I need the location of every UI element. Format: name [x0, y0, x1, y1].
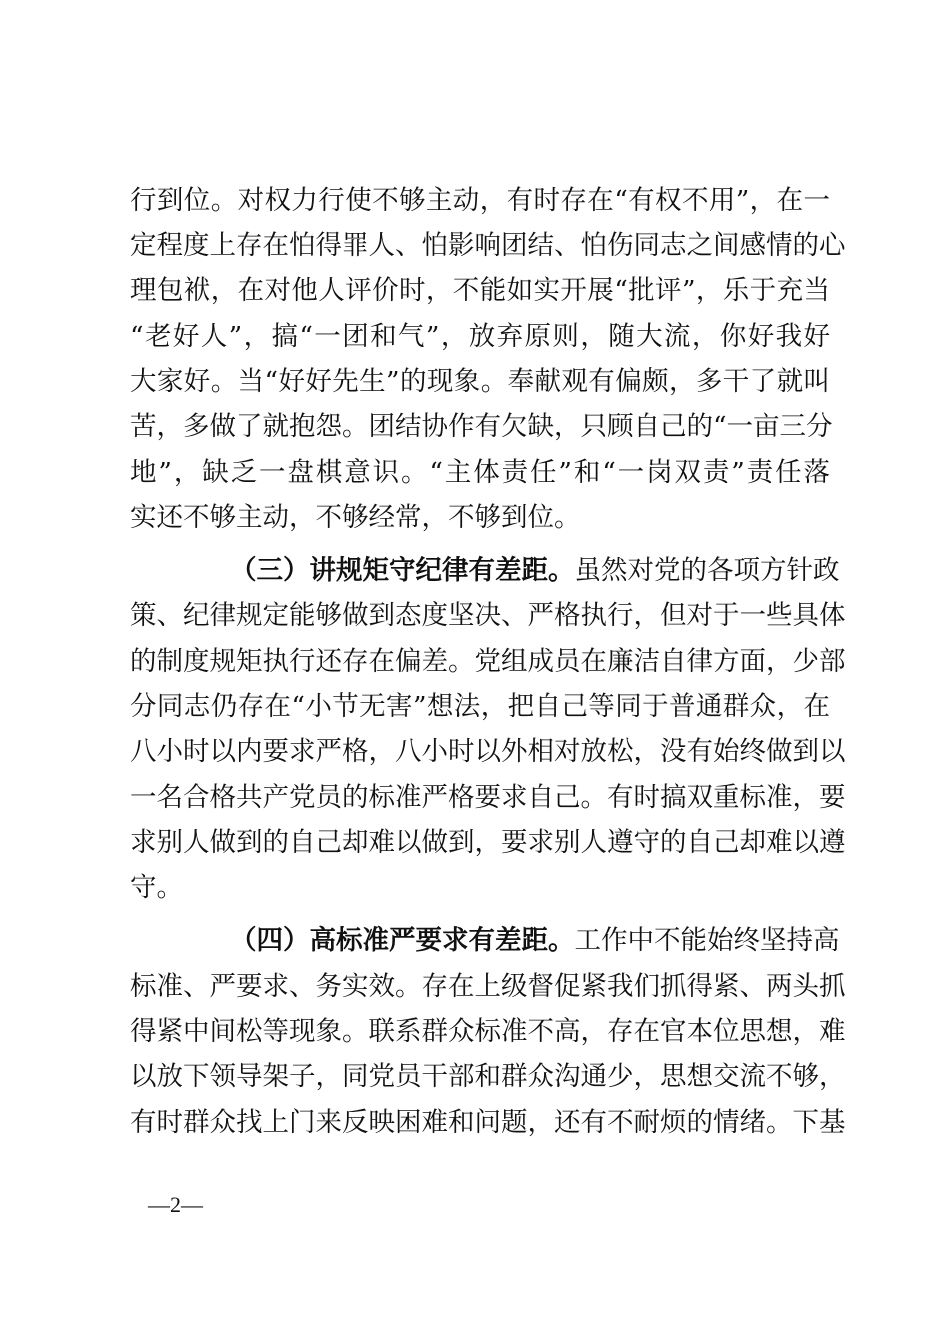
paragraph-line: 行到位。对权力行使不够主动，有时存在“有权不用”，在一	[130, 185, 830, 216]
paragraph-line: 有时群众找上门来反映困难和问题，还有不耐烦的情绪。下基	[130, 1107, 846, 1138]
paragraph-line: 一名合格共产党员的标准严格要求自己。有时搞双重标准，要	[130, 782, 846, 813]
paragraph-line: 守。	[130, 872, 183, 903]
paragraph-line: 求别人做到的自己却难以做到，要求别人遵守的自己却难以遵	[130, 827, 846, 858]
paragraph-line: 大家好。当“好好先生”的现象。奉献观有偏颇，多干了就叫	[130, 366, 830, 397]
paragraph-line: 定程度上存在怕得罪人、怕影响团结、怕伤同志之间感情的心	[130, 230, 846, 261]
section-4-first-line	[230, 921, 840, 961]
paragraph-line: 苦，多做了就抱怨。团结协作有欠缺，只顾自己的“一亩三分	[130, 411, 833, 442]
section-4-heading: （四）高标准严要求有差距。	[230, 925, 575, 956]
paragraph-line: 的制度规矩执行还存在偏差。党组成员在廉洁自律方面，少部	[130, 646, 846, 677]
section-4-text: 工作中不能始终坚持高	[574, 925, 840, 956]
paragraph-line: 八小时以内要求严格，八小时以外相对放松，没有始终做到以	[130, 736, 846, 767]
paragraph-line: 以放下领导架子，同党员干部和群众沟通少，思想交流不够，	[130, 1061, 846, 1092]
page-number: —2—	[148, 1192, 203, 1217]
paragraph-line: 标准、严要求、务实效。存在上级督促紧我们抓得紧、两头抓	[130, 971, 846, 1002]
paragraph-line: 实还不够主动，不够经常，不够到位。	[130, 502, 581, 533]
paragraph-line: 分同志仍存在“小节无害”想法，把自己等同于普通群众，在	[130, 691, 830, 722]
section-3-first-line	[230, 551, 840, 591]
paragraph-line: “老好人”，搞“一团和气”，放弃原则，随大流，你好我好	[130, 321, 830, 352]
section-3-heading: （三）讲规矩守纪律有差距。	[230, 555, 575, 586]
section-3-text: 虽然对党的各项方针政	[574, 555, 840, 586]
paragraph-line: 地”，缺乏一盘棋意识。“主体责任”和“一岗双责”责任落	[130, 457, 830, 488]
paragraph-line: 得紧中间松等现象。联系群众标准不高，存在官本位思想，难	[130, 1016, 846, 1047]
paragraph-line: 策、纪律规定能够做到态度坚决、严格执行，但对于一些具体	[130, 600, 846, 631]
paragraph-line: 理包袱，在对他人评价时，不能如实开展“批评”，乐于充当	[130, 275, 830, 306]
